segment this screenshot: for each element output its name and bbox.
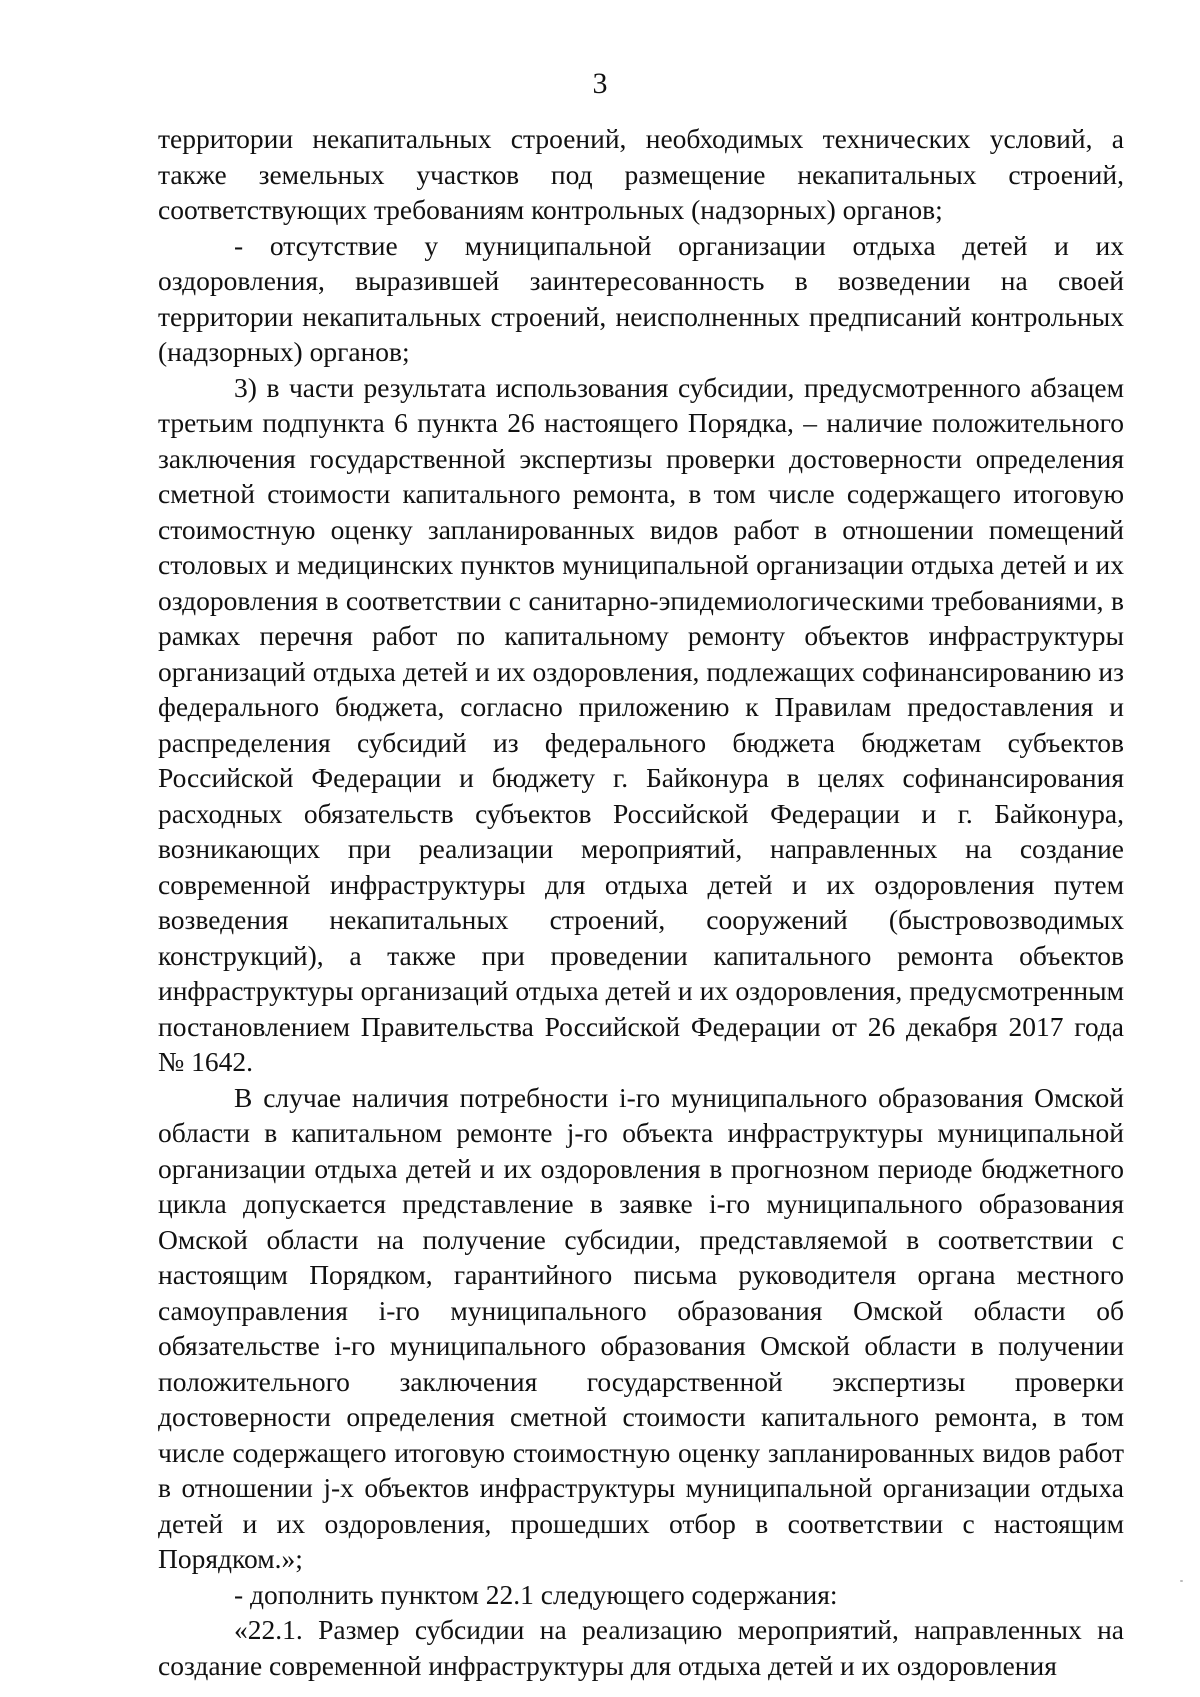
paragraph-item-22-1: «22.1. Размер субсидии на реализацию мероприятий, направленных на создание современной инфраструктуры для отдыха детей и их оздоровления <box>158 1614 1124 1681</box>
paragraph-item-3: 3) в части результата использования субсидии, предусмотренного абзацем третьим подпункта 6 пункта 26 настоящего Порядка, – наличие положительного заключения государственной экспертизы проверки достоверности определения сметной стоимости капитального ремонта, в том числе содержащего итоговую стоимостную оценку запланированных видов работ в отношении помещений столовых и медицинских пунктов муниципальной организации отдыха детей и их оздоровления в соответствии с санитарно-эпидемиологическими требованиями, в рамках перечня работ по капитальному ремонту объектов инфраструктуры организаций отдыха детей и их оздоровления, подлежащих софинансированию из федерального бюджета, согласно приложению к Правилам предоставления и распределения субсидий из федерального бюджета бюджетам субъектов Российской Федерации и бюджету г. Байконура в целях софинансирования расходных обязательств субъектов Российской Федерации и г. Байконура, возникающих при реализации мероприятий, направленных на создание современной инфраструктуры для отдыха детей и их оздоровления путем возведения некапитальных строений, сооружений (быстровозводимых конструкций), а также при проведении капитального ремонта объектов инфраструктуры организаций отдыха детей и их оздоровления, предусмотренным постановлением Правительства Российской Федерации от 26 декабря 2017 года № 1642. <box>158 371 1124 1077</box>
paragraph-add-item-22-1: - дополнить пунктом 22.1 следующего содержания: <box>234 1578 838 1610</box>
paragraph-no-violations: - отсутствие у муниципальной организации отдыха детей и их оздоровления, выразившей заинтересованность в возведении на своей территории некапитальных строений, неисполненных предписаний контрольных (надзорных) органов; <box>158 229 1124 367</box>
paragraph-continuation: территории некапитальных строений, необходимых технических условий, а также земельных участков под размещение некапитальных строений, соответствующих требованиям контрольных (надзорных) органов; <box>158 123 1124 225</box>
scan-speck <box>1180 1580 1183 1582</box>
paragraph-capital-repair-need: В случае наличия потребности i-го муниципального образования Омской области в капитальном ремонте j-го объекта инфраструктуры муниципальной организации отдыха детей и их оздоровления в прогнозном периоде бюджетного цикла допускается представление в заявке i-го муниципального образования Омской области на получение субсидии, представляемой в соответствии с настоящим Порядком, гарантийного письма руководителя органа местного самоуправления i-го муниципального образования Омской области об обязательстве i-го муниципального образования Омской области в получении положительного заключения государственной экспертизы проверки достоверности определения сметной стоимости капитального ремонта, в том числе содержащего итоговую стоимостную оценку запланированных видов работ в отношении j-х объектов инфраструктуры муниципальной организации отдыха детей и их оздоровления, прошедших отбор в соответствии с настоящим Порядком.»; <box>158 1081 1124 1574</box>
page-number: 3 <box>592 67 608 100</box>
document-body <box>158 121 1124 1683</box>
